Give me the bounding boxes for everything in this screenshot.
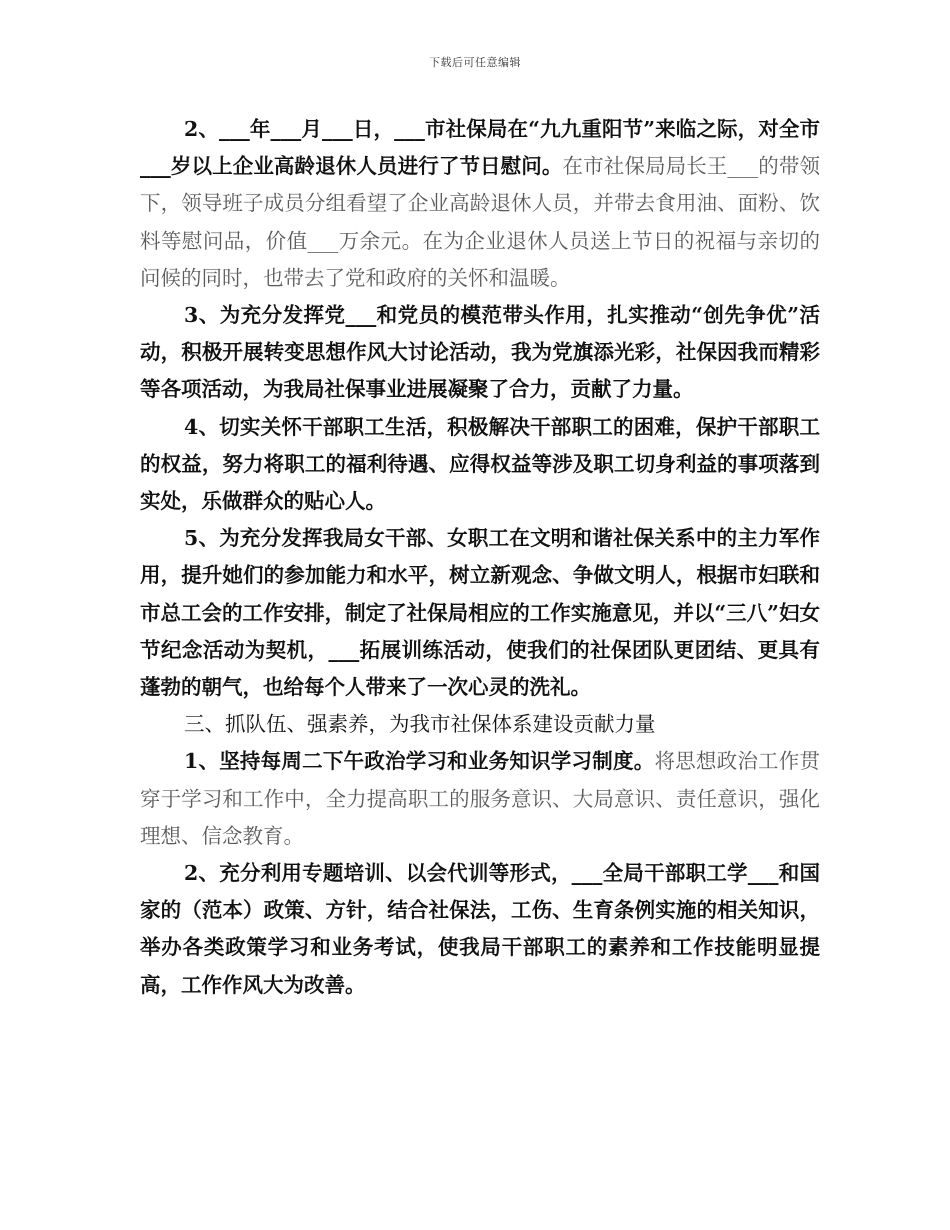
- paragraph-training: [140, 855, 820, 1004]
- paragraph-political-study: [140, 743, 820, 855]
- paragraph-text: 2、充分利用专题培训、以会代训等形式，___全局干部职工学___和国家的（范本）政策、方针，结合社保法，工伤、生育条例实施的相关知识，举办各类政策学习和业务考试，使我局干部职工的素养和工作技能明显提高，工作作风大为改善。: [140, 861, 820, 997]
- document-body: [140, 111, 820, 1004]
- paragraph-text: 2、___年___月___日，___市社保局在“九九重阳节”来临之际，对全市___岁以上企业高龄退休人员进行了节日慰问。: [140, 117, 820, 179]
- section-heading-text: 三、抓队伍、强素养，为我市社保体系建设贡献力量: [184, 712, 656, 737]
- page-header: 下载后可任意编辑: [429, 56, 521, 69]
- paragraph-text: 5、为充分发挥我局女干部、女职工在文明和谐社保关系中的主力军作用，提升她们的参加能力和水平，树立新观念、争做文明人，根据市妇联和市总工会的工作安排，制定了社保局相应的工作实施意见，并以“三八”妇女节纪念活动为契机，___拓展训练活动，使我们的社保团队更团结、更具有蓬勃的朝气，也给每个人带来了一次心灵的洗礼。: [140, 526, 820, 700]
- paragraph-text: 将思想政治工作贯穿于学习和工作中，全力提高职工的服务意识、大局意识、责任意识，强化理想、信念教育。: [140, 749, 821, 848]
- paragraph-text: 3、为充分发挥党___和党员的模范带头作用，扎实推动“创先争优”活动，积极开展转变思想作风大讨论活动，我为党旗添光彩，社保因我而精彩等各项活动，为我局社保事业进展凝聚了合力，贡献了力量。: [140, 303, 820, 402]
- paragraph-elderly-visit: [140, 111, 820, 297]
- paragraph-text: 4、切实关怀干部职工生活，积极解决干部职工的困难，保护干部职工的权益，努力将职工的福利待遇、应得权益等涉及职工切身利益的事项落到实处，乐做群众的贴心人。: [140, 414, 820, 514]
- paragraph-text: 1、坚持每周二下午政治学习和业务知识学习制度。: [184, 749, 655, 774]
- paragraph-text: 在市社保局局长王___的带领下，领导班子成员分组看望了企业高龄退休人员，并带去食用油、面粉、饮料等慰问品，价值___万余元。在为企业退休人员送上节日的祝福与亲切的问候的同时，也带去了党和政府的关怀和温暖。: [140, 154, 821, 290]
- paragraph-party-role: [140, 297, 820, 409]
- paragraph-women-staff: [140, 520, 820, 706]
- paragraph-staff-care: [140, 409, 820, 521]
- section-heading: [140, 706, 820, 743]
